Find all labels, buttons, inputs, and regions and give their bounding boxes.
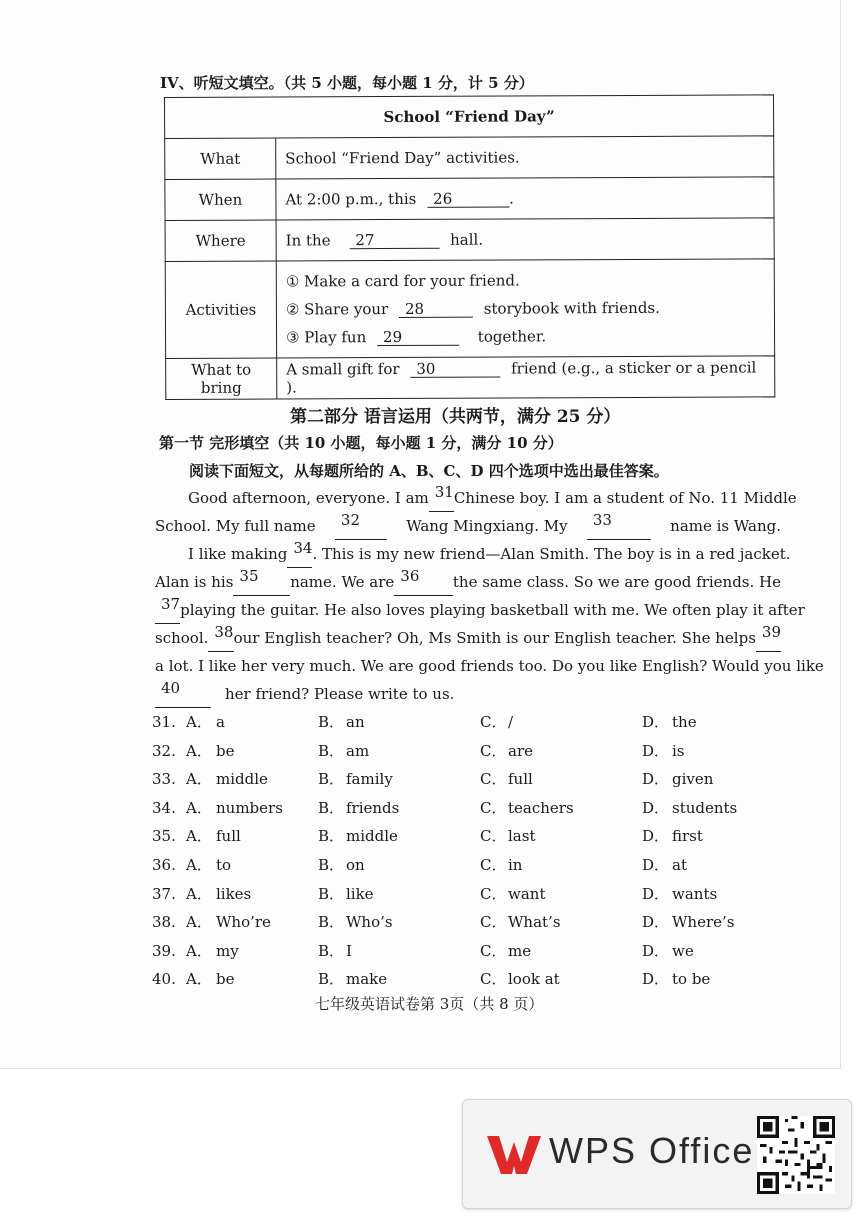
activity-line: ③ Play fun 29 together.: [286, 327, 547, 347]
table-title: School “Friend Day”: [165, 95, 774, 139]
option-letter-d: D．: [642, 970, 670, 989]
row-value: [276, 136, 774, 179]
answer-blank[interactable]: 36: [394, 568, 453, 596]
answer-blank[interactable]: 27: [349, 232, 439, 249]
option-a[interactable]: likes: [216, 884, 252, 903]
option-row: [152, 737, 792, 766]
question-number: 38.: [152, 913, 176, 932]
option-b[interactable]: friends: [346, 798, 400, 817]
row-value: [276, 259, 774, 358]
option-letter-d: D．: [642, 884, 670, 903]
option-a[interactable]: be: [216, 970, 235, 989]
question-number: 35.: [152, 827, 176, 846]
section4-heading: IV、听短文填空。（共 5 小题，每小题 1 分，计 5 分）: [160, 74, 534, 92]
option-c[interactable]: look at: [508, 970, 560, 989]
passage-paragraph-2: [155, 539, 824, 708]
question-number: 40.: [152, 970, 176, 989]
option-c[interactable]: What’s: [508, 913, 561, 932]
answer-blank[interactable]: 30: [410, 361, 500, 378]
section1-heading: 第一节 完形填空（共 10 小题，每小题 1 分，满分 10 分）: [159, 434, 563, 452]
row-value: [276, 218, 774, 261]
table-row: [165, 218, 774, 262]
option-c[interactable]: last: [508, 827, 536, 846]
instruction-text: 阅读下面短文，从每题所给的 A、B、C、D 四个选项中选出最佳答案。: [189, 462, 669, 480]
option-b[interactable]: family: [346, 770, 393, 789]
option-letter-a: A．: [186, 941, 212, 960]
option-letter-c: C．: [480, 913, 507, 932]
row-text: .: [509, 189, 514, 208]
option-letter-b: B．: [318, 855, 345, 874]
option-letter-d: D．: [642, 913, 670, 932]
table-row: [165, 259, 774, 359]
answer-blank[interactable]: 26: [427, 190, 509, 207]
options-list: [152, 708, 792, 994]
option-c[interactable]: me: [508, 941, 532, 960]
passage-line: I like making 34 . This is my new friend—Alan Smith. The boy is in a red jacket.: [155, 540, 781, 568]
row-value: [277, 356, 775, 399]
option-c[interactable]: are: [508, 741, 533, 760]
option-c[interactable]: want: [508, 884, 546, 903]
option-letter-c: C．: [480, 741, 507, 760]
option-letter-d: D．: [642, 855, 670, 874]
option-letter-d: D．: [642, 770, 670, 789]
row-label: Where: [165, 220, 276, 261]
option-letter-a: A．: [186, 827, 212, 846]
row-text: In the: [285, 231, 331, 250]
passage-line: Alan is his 35 name. We are 36 the same class. So we are good friends. He: [155, 568, 781, 596]
row-label: When: [165, 179, 276, 220]
option-d[interactable]: the: [672, 713, 697, 731]
option-d[interactable]: given: [672, 770, 714, 789]
option-letter-c: C．: [480, 713, 507, 731]
answer-blank[interactable]: 37: [155, 596, 180, 624]
option-a[interactable]: a: [216, 713, 225, 731]
question-number: 37.: [152, 884, 176, 903]
option-letter-b: B．: [318, 884, 345, 903]
option-row: [152, 880, 792, 909]
option-letter-b: B．: [318, 970, 345, 989]
option-letter-b: B．: [318, 798, 345, 817]
option-letter-c: C．: [480, 770, 507, 789]
option-row: [152, 965, 792, 994]
option-row: [152, 765, 792, 794]
wps-watermark: [462, 1099, 852, 1209]
part2-heading: 第二部分 语言运用（共两节，满分 25 分）: [290, 407, 621, 427]
question-number: 31.: [152, 713, 176, 731]
option-letter-d: D．: [642, 827, 670, 846]
passage-line: a lot. I like her very much. We are good friends too. Do you like English? Would you like: [155, 657, 824, 675]
option-a[interactable]: my: [216, 941, 239, 960]
option-b[interactable]: an: [346, 713, 365, 731]
passage-line: 40 her friend? Please write to us.: [155, 680, 781, 708]
option-a[interactable]: full: [216, 827, 241, 846]
activity-line: ② Share your 28 storybook with friends.: [285, 298, 660, 319]
option-a[interactable]: be: [216, 741, 235, 760]
option-letter-d: D．: [642, 741, 670, 760]
row-value: [276, 177, 774, 220]
answer-blank[interactable]: 29: [377, 329, 459, 346]
option-d[interactable]: at: [672, 855, 687, 874]
option-d[interactable]: to be: [672, 970, 711, 989]
question-number: 36.: [152, 855, 176, 874]
option-d[interactable]: wants: [672, 884, 718, 903]
option-b[interactable]: am: [346, 741, 370, 760]
option-letter-a: A．: [186, 913, 212, 932]
option-b[interactable]: like: [346, 884, 374, 903]
answer-blank[interactable]: 35: [233, 568, 290, 596]
answer-blank[interactable]: 28: [399, 301, 473, 318]
page-footer: 七年级英语试卷第 3页（共 8 页）: [315, 995, 544, 1013]
activity-line: ① Make a card for your friend.: [285, 271, 520, 291]
answer-blank[interactable]: 40: [155, 680, 211, 708]
answer-blank[interactable]: 38: [208, 624, 233, 652]
passage-line: 37 playing the guitar. He also loves playing basketball with me. We often play it after: [155, 596, 781, 624]
question-number: 39.: [152, 941, 176, 960]
option-row: [152, 708, 792, 737]
option-letter-c: C．: [480, 884, 507, 903]
option-letter-c: C．: [480, 798, 507, 817]
option-b[interactable]: make: [346, 970, 388, 989]
row-text: hall.: [450, 230, 484, 249]
option-a[interactable]: middle: [216, 770, 268, 789]
option-b[interactable]: on: [346, 855, 365, 874]
option-b[interactable]: middle: [346, 827, 398, 846]
option-letter-b: B．: [318, 741, 345, 760]
option-letter-b: B．: [318, 827, 345, 846]
passage-paragraph-1: [155, 483, 797, 540]
row-text: friend (e.g., a sticker or a pencil ).: [286, 358, 757, 397]
option-letter-c: C．: [480, 970, 507, 989]
option-letter-b: B．: [318, 913, 345, 932]
table-row: [166, 356, 775, 400]
question-number: 33.: [152, 770, 176, 789]
option-letter-d: D．: [642, 941, 670, 960]
option-a[interactable]: numbers: [216, 798, 283, 817]
option-b[interactable]: Who’s: [346, 913, 393, 932]
row-text: School “Friend Day” activities.: [285, 148, 520, 168]
option-letter-b: B．: [318, 941, 345, 960]
option-letter-a: A．: [186, 741, 212, 760]
row-text: At 2:00 p.m., this: [285, 189, 417, 209]
passage-line: school. 38 our English teacher? Oh, Ms Smith is our English teacher. She helps 39: [155, 624, 781, 652]
option-letter-b: B．: [318, 713, 345, 731]
option-row: [152, 822, 792, 851]
answer-blank[interactable]: 32: [335, 512, 387, 540]
option-letter-a: A．: [186, 713, 212, 731]
option-c[interactable]: in: [508, 855, 523, 874]
row-label: Activities: [165, 261, 276, 358]
option-d[interactable]: we: [672, 941, 694, 960]
option-letter-c: C．: [480, 855, 507, 874]
option-d[interactable]: students: [672, 798, 738, 817]
wps-brand: WPS Office: [549, 1130, 755, 1171]
option-c[interactable]: full: [508, 770, 533, 789]
option-row: [152, 851, 792, 880]
option-a[interactable]: Who’re: [216, 913, 271, 932]
answer-blank[interactable]: 31: [429, 484, 454, 512]
answer-blank[interactable]: 34: [287, 540, 312, 568]
row-text: A small gift for: [286, 359, 400, 379]
table-row: [165, 136, 774, 180]
option-letter-a: A．: [186, 798, 212, 817]
row-label: What: [165, 138, 276, 179]
wps-logo-icon: [485, 1132, 543, 1176]
option-d[interactable]: is: [672, 741, 685, 760]
table-row: [165, 177, 774, 221]
passage-line: School. My full name 32 Wang Mingxiang. My 33 name is Wang.: [155, 512, 781, 540]
option-letter-a: A．: [186, 970, 212, 989]
option-c[interactable]: /: [508, 713, 514, 731]
option-c[interactable]: teachers: [508, 798, 574, 817]
question-number: 34.: [152, 798, 176, 817]
option-row: [152, 937, 792, 966]
option-letter-d: D．: [642, 713, 670, 731]
question-number: 32.: [152, 741, 176, 760]
option-letter-a: A．: [186, 855, 212, 874]
option-letter-d: D．: [642, 798, 670, 817]
option-letter-a: A．: [186, 770, 212, 789]
answer-blank[interactable]: 33: [587, 512, 651, 540]
option-row: [152, 794, 792, 823]
option-b[interactable]: I: [346, 941, 352, 960]
answer-blank[interactable]: 39: [756, 624, 781, 652]
row-label: What to bring: [166, 358, 277, 399]
option-letter-a: A．: [186, 884, 212, 903]
option-letter-b: B．: [318, 770, 345, 789]
option-a[interactable]: to: [216, 855, 232, 874]
option-d[interactable]: first: [672, 827, 703, 846]
friend-day-table: [164, 94, 775, 400]
qr-code-icon: [757, 1116, 835, 1194]
option-letter-c: C．: [480, 827, 507, 846]
passage-line: Good afternoon, everyone. I am 31 Chinese boy. I am a student of No. 11 Middle: [155, 484, 781, 512]
option-letter-c: C．: [480, 941, 507, 960]
option-row: [152, 908, 792, 937]
option-d[interactable]: Where’s: [672, 913, 735, 932]
